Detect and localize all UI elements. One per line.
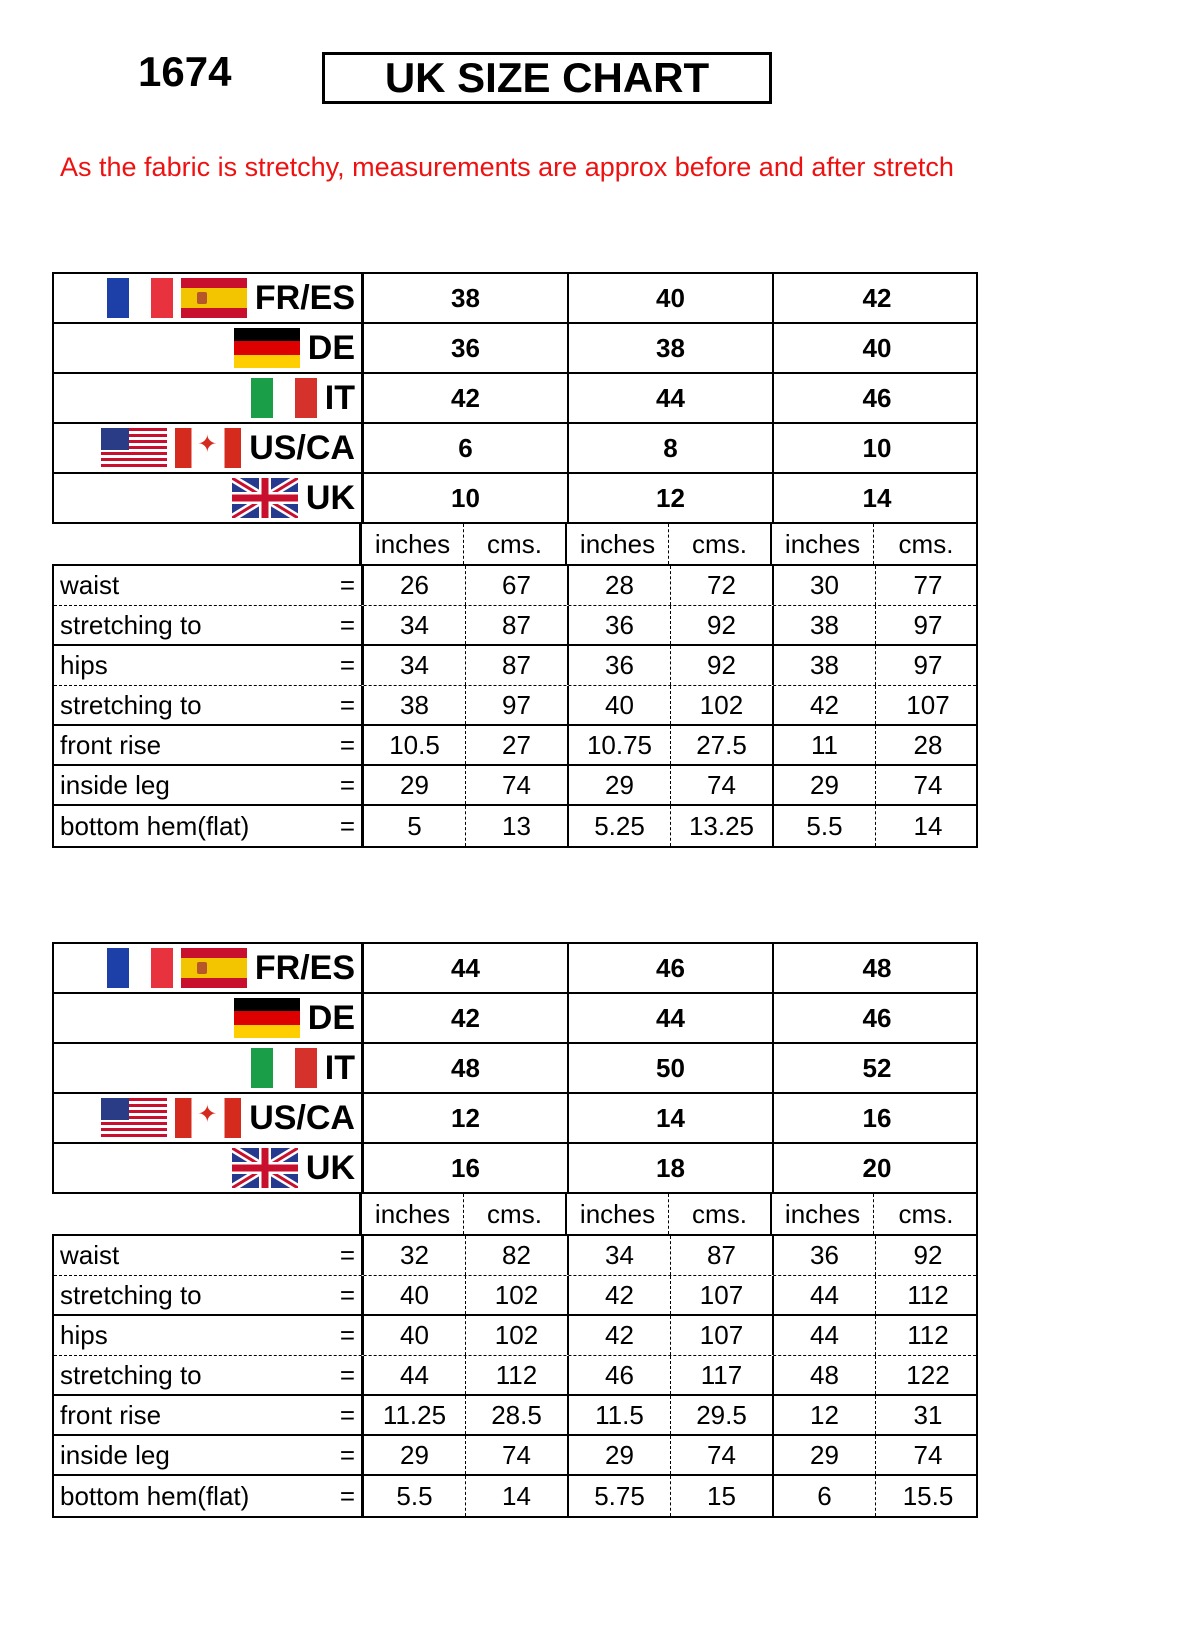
measurement-value: 44 [364,1356,466,1394]
size-value: 48 [862,952,892,983]
equals-sign: = [339,689,355,720]
measurement-value: 92 [913,1240,943,1270]
measurement-value: 92 [671,646,774,685]
measurement-value: 5.5 [364,1476,466,1516]
canada-flag-icon [175,428,241,468]
measurement-value: 34 [364,606,466,644]
measurement-value: 107 [671,1276,774,1314]
unit-cms: cms. [464,524,567,564]
measurement-value: 12 [774,1396,876,1434]
size-system-label [54,1094,364,1142]
size-value: 18 [569,1144,774,1192]
measurement-value: 74 [671,1436,774,1474]
spain-flag-icon [181,278,247,318]
measurement-value: 11.25 [364,1396,466,1434]
measurement-label: inside leg [60,1439,170,1470]
size-value: 40 [862,332,892,363]
size-value: 38 [364,274,569,322]
equals-sign: = [339,1399,355,1430]
size-row-fr-es [52,942,978,994]
size-system-code: US/CA [249,1098,355,1137]
measurement-table [52,564,978,848]
measurement-row [54,726,976,766]
measurement-label: stretching to [60,1279,202,1310]
measurement-value: 74 [466,1436,569,1474]
measurement-value: 107 [671,1316,774,1355]
equals-sign: = [339,609,355,640]
measurement-value: 48 [774,1356,876,1394]
measurement-label: hips [60,1320,108,1350]
measurement-value: 31 [913,1399,943,1430]
measurement-label: front rise [60,729,162,760]
measurement-value: 29 [569,1436,671,1474]
measurement-value: 5 [364,806,466,846]
size-value: 52 [862,1052,892,1083]
measurement-value: 112 [907,1320,949,1350]
stretch-note: As the fabric is stretchy, measurements are approx before and after stretch [60,152,954,182]
unit-cms: cms. [669,524,772,564]
measurement-value: 10.5 [364,726,466,764]
measurement-value: 72 [671,566,774,605]
size-value: 6 [364,424,569,472]
size-system-code: UK [305,478,355,517]
unit-inches: inches [772,524,874,564]
measurement-value: 14 [466,1476,569,1516]
measurement-label-cell [54,1236,364,1275]
measurement-label: waist [60,570,120,600]
size-row-de [52,324,978,374]
size-system-label [54,474,364,522]
size-value: 16 [862,1102,892,1133]
measurement-label-cell [54,1396,364,1434]
unit-header-blank [52,524,362,564]
measurement-row [54,1396,976,1436]
unit-inches: inches [362,1194,464,1234]
measurement-value: 6 [774,1476,876,1516]
size-value: 14 [569,1094,774,1142]
measurement-value: 36 [569,606,671,644]
measurement-value: 32 [364,1236,466,1275]
size-system-code: DE [307,328,355,367]
measurement-row [54,1356,976,1396]
measurement-value: 38 [364,686,466,724]
canada-flag-icon [175,1098,241,1138]
equals-sign: = [339,810,355,841]
size-system-label [54,324,364,372]
measurement-value: 15 [671,1476,774,1516]
measurement-value: 122 [906,1359,950,1390]
size-value: 46 [569,944,774,992]
measurement-value: 87 [466,606,569,644]
spain-flag-icon [181,948,247,988]
measurement-row [54,806,976,846]
measurement-value: 102 [466,1276,569,1314]
measurement-value: 38 [774,606,876,644]
measurement-label-cell [54,1276,364,1314]
size-value: 12 [364,1094,569,1142]
usa-flag-icon [101,428,167,468]
measurement-value: 29 [569,766,671,804]
size-row-fr-es [52,272,978,324]
measurement-value: 14 [913,810,943,841]
equals-sign: = [339,1240,355,1270]
measurement-table [52,1234,978,1518]
equals-sign: = [339,769,355,800]
measurement-value: 112 [466,1356,569,1394]
size-value: 42 [364,374,569,422]
measurement-label-cell [54,686,364,724]
measurement-label: inside leg [60,769,170,800]
measurement-value: 40 [364,1316,466,1355]
equals-sign: = [339,1480,355,1511]
size-row-it [52,1044,978,1094]
size-system-label [54,1144,364,1192]
measurement-value: 40 [569,686,671,724]
measurement-label: stretching to [60,609,202,640]
measurement-value: 97 [913,609,943,640]
size-value: 48 [364,1044,569,1092]
measurement-value: 11 [774,726,876,764]
measurement-row [54,686,976,726]
size-system-code: IT [324,378,355,417]
measurement-value: 34 [569,1236,671,1275]
germany-flag-icon [234,328,300,368]
measurement-value: 38 [774,646,876,685]
size-value: 42 [364,994,569,1042]
measurement-label: stretching to [60,1359,202,1390]
size-row-us-ca [52,1094,978,1144]
measurement-row [54,1236,976,1276]
measurement-value: 97 [913,650,943,680]
size-value: 12 [569,474,774,522]
size-system-label [54,274,364,322]
measurement-label-cell [54,1316,364,1355]
size-system-code: DE [307,998,355,1037]
unit-header-row [52,524,978,564]
measurement-label: bottom hem(flat) [60,1480,250,1511]
unit-cms: cms. [464,1194,567,1234]
italy-flag-icon [251,1048,317,1088]
measurement-value: 15.5 [902,1480,954,1511]
measurement-row [54,646,976,686]
size-row-uk [52,1144,978,1194]
measurement-value: 13 [466,806,569,846]
size-value: 46 [862,1002,892,1033]
measurement-value: 27.5 [671,726,774,764]
measurement-value: 28 [913,729,943,760]
measurement-value: 102 [671,686,774,724]
size-system-code: FR/ES [254,948,355,987]
measurement-value: 29 [774,766,876,804]
measurement-row [54,766,976,806]
equals-sign: = [339,1359,355,1390]
italy-flag-icon [251,378,317,418]
size-row-de [52,994,978,1044]
product-code: 1674 [138,48,232,95]
measurement-value: 13.25 [671,806,774,846]
measurement-label: bottom hem(flat) [60,810,250,841]
measurement-value: 28.5 [466,1396,569,1434]
measurement-row [54,1476,976,1516]
unit-header-row [52,1194,978,1234]
uk-flag-icon [232,478,298,518]
measurement-label-cell [54,606,364,644]
measurement-row [54,1436,976,1476]
usa-flag-icon [101,1098,167,1138]
measurement-row [54,606,976,646]
size-chart-block-2 [52,942,978,1518]
measurement-label-cell [54,646,364,685]
unit-cms: cms. [669,1194,772,1234]
size-system-label [54,1044,364,1092]
measurement-value: 87 [671,1236,774,1275]
measurement-value: 97 [466,686,569,724]
equals-sign: = [339,1320,355,1350]
size-system-label [54,424,364,472]
measurement-value: 40 [364,1276,466,1314]
size-value: 10 [364,474,569,522]
equals-sign: = [339,729,355,760]
unit-inches: inches [362,524,464,564]
equals-sign: = [339,1279,355,1310]
measurement-value: 74 [671,766,774,804]
measurement-value: 44 [774,1316,876,1355]
measurement-label: hips [60,650,108,680]
measurement-value: 29 [364,766,466,804]
size-row-us-ca [52,424,978,474]
germany-flag-icon [234,998,300,1038]
measurement-value: 112 [907,1279,949,1310]
measurement-label-cell [54,1436,364,1474]
size-value: 44 [569,994,774,1042]
measurement-value: 42 [569,1276,671,1314]
measurement-value: 42 [774,686,876,724]
measurement-label: stretching to [60,689,202,720]
measurement-value: 29 [774,1436,876,1474]
measurement-value: 34 [364,646,466,685]
measurement-value: 11.5 [569,1396,671,1434]
france-flag-icon [107,278,173,318]
size-value: 40 [569,274,774,322]
size-system-label [54,994,364,1042]
size-value: 42 [862,282,892,313]
measurement-value: 29 [364,1436,466,1474]
measurement-value: 29.5 [671,1396,774,1434]
measurement-value: 44 [774,1276,876,1314]
france-flag-icon [107,948,173,988]
unit-inches: inches [567,1194,669,1234]
unit-cms: cms. [898,529,954,559]
size-chart-block-1 [52,272,978,848]
measurement-value: 27 [466,726,569,764]
measurement-label-cell [54,766,364,804]
measurement-value: 77 [913,570,943,600]
size-value: 46 [862,382,892,413]
measurement-value: 26 [364,566,466,605]
measurement-value: 10.75 [569,726,671,764]
equals-sign: = [339,570,355,600]
size-system-label [54,374,364,422]
size-system-code: US/CA [249,428,355,467]
size-value: 44 [569,374,774,422]
measurement-value: 28 [569,566,671,605]
measurement-value: 36 [774,1236,876,1275]
measurement-value: 107 [906,689,950,720]
unit-header-blank [52,1194,362,1234]
measurement-label-cell [54,726,364,764]
measurement-value: 82 [466,1236,569,1275]
page-title-text: UK SIZE CHART [384,54,710,101]
measurement-value: 92 [671,606,774,644]
measurement-value: 67 [466,566,569,605]
equals-sign: = [339,650,355,680]
size-value: 38 [569,324,774,372]
size-value: 8 [569,424,774,472]
measurement-label: waist [60,1240,120,1270]
measurement-row [54,1316,976,1356]
measurement-label-cell [54,806,364,846]
size-value: 16 [364,1144,569,1192]
measurement-label-cell [54,1476,364,1516]
unit-cms: cms. [898,1199,954,1229]
size-value: 14 [862,482,892,513]
measurement-value: 117 [671,1356,774,1394]
measurement-label-cell [54,566,364,605]
size-value: 10 [862,432,892,463]
size-value: 36 [364,324,569,372]
measurement-value: 5.75 [569,1476,671,1516]
size-system-code: IT [324,1048,355,1087]
measurement-label: front rise [60,1399,162,1430]
measurement-value: 36 [569,646,671,685]
unit-inches: inches [567,524,669,564]
size-value: 44 [364,944,569,992]
page-title [322,52,772,104]
measurement-value: 42 [569,1316,671,1355]
unit-inches: inches [772,1194,874,1234]
equals-sign: = [339,1439,355,1470]
measurement-row [54,566,976,606]
size-value: 20 [862,1152,892,1183]
measurement-value: 87 [466,646,569,685]
size-row-it [52,374,978,424]
measurement-value: 46 [569,1356,671,1394]
measurement-value: 5.5 [774,806,876,846]
size-row-uk [52,474,978,524]
measurement-row [54,1276,976,1316]
size-system-code: UK [305,1148,355,1187]
measurement-value: 5.25 [569,806,671,846]
uk-flag-icon [232,1148,298,1188]
size-system-code: FR/ES [254,278,355,317]
measurement-value: 74 [913,1439,943,1470]
measurement-value: 102 [466,1316,569,1355]
size-value: 50 [569,1044,774,1092]
size-system-label [54,944,364,992]
measurement-value: 74 [466,766,569,804]
measurement-value: 74 [913,769,943,800]
measurement-value: 30 [774,566,876,605]
measurement-label-cell [54,1356,364,1394]
